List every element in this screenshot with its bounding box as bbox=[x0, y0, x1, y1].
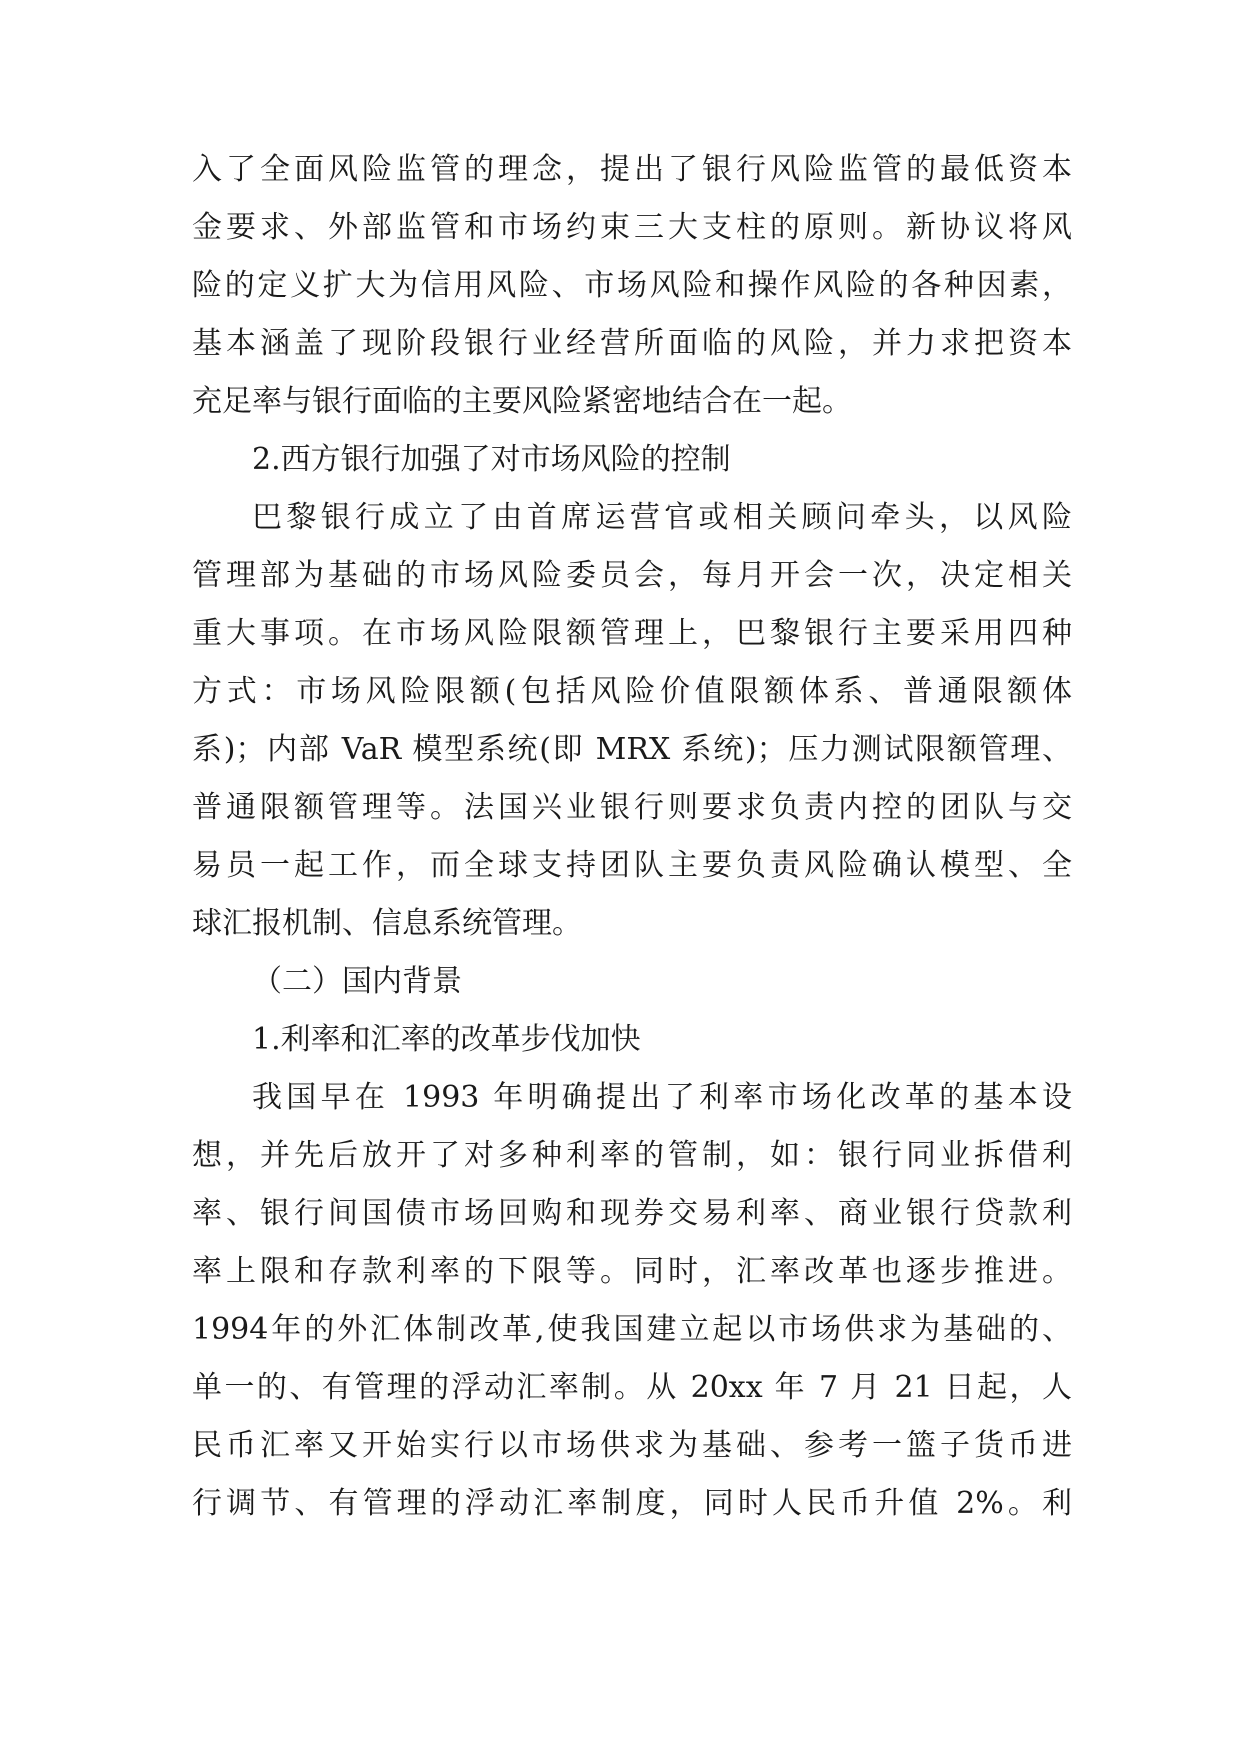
paragraph-line: 方式：市场风险限额(包括风险价值限额体系、普通限额体 bbox=[192, 674, 1072, 709]
section-heading: 1.利率和汇率的改革步伐加快 bbox=[252, 1022, 641, 1057]
paragraph-line: 1994年的外汇体制改革,使我国建立起以市场供求为基础的、 bbox=[192, 1312, 1072, 1347]
paragraph-line: 入了全面风险监管的理念，提出了银行风险监管的最低资本 bbox=[192, 152, 1072, 187]
paragraph-line: 率、银行间国债市场回购和现券交易利率、商业银行贷款利 bbox=[192, 1196, 1072, 1231]
paragraph-line: 金要求、外部监管和市场约束三大支柱的原则。新协议将风 bbox=[192, 210, 1072, 245]
paragraph-line: 球汇报机制、信息系统管理。 bbox=[192, 906, 582, 941]
paragraph-line: 易员一起工作，而全球支持团队主要负责风险确认模型、全 bbox=[192, 848, 1072, 883]
paragraph-line: 行调节、有管理的浮动汇率制度，同时人民币升值 2%。利 bbox=[192, 1486, 1072, 1521]
paragraph-line: 率上限和存款利率的下限等。同时，汇率改革也逐步推进。 bbox=[192, 1254, 1072, 1289]
paragraph-line: 管理部为基础的市场风险委员会，每月开会一次，决定相关 bbox=[192, 558, 1072, 593]
paragraph-line: 想，并先后放开了对多种利率的管制，如：银行同业拆借利 bbox=[192, 1138, 1072, 1173]
paragraph-line: 险的定义扩大为信用风险、市场风险和操作风险的各种因素， bbox=[192, 268, 1072, 303]
paragraph-line: 民币汇率又开始实行以市场供求为基础、参考一篮子货币进 bbox=[192, 1428, 1072, 1463]
section-heading: （二）国内背景 bbox=[252, 964, 462, 999]
paragraph-line: 充足率与银行面临的主要风险紧密地结合在一起。 bbox=[192, 384, 852, 419]
paragraph-line: 单一的、有管理的浮动汇率制。从 20xx 年 7 月 21 日起，人 bbox=[192, 1370, 1072, 1405]
section-heading: 2.西方银行加强了对市场风险的控制 bbox=[252, 442, 731, 477]
paragraph-line: 基本涵盖了现阶段银行业经营所面临的风险，并力求把资本 bbox=[192, 326, 1072, 361]
paragraph-line: 普通限额管理等。法国兴业银行则要求负责内控的团队与交 bbox=[192, 790, 1072, 825]
paragraph-line: 我国早在 1993 年明确提出了利率市场化改革的基本设 bbox=[252, 1080, 1072, 1115]
paragraph-line: 系)；内部 VaR 模型系统(即 MRX 系统)；压力测试限额管理、 bbox=[192, 732, 1072, 767]
paragraph-line: 重大事项。在市场风险限额管理上，巴黎银行主要采用四种 bbox=[192, 616, 1072, 651]
paragraph-line: 巴黎银行成立了由首席运营官或相关顾问牵头，以风险 bbox=[252, 500, 1072, 535]
